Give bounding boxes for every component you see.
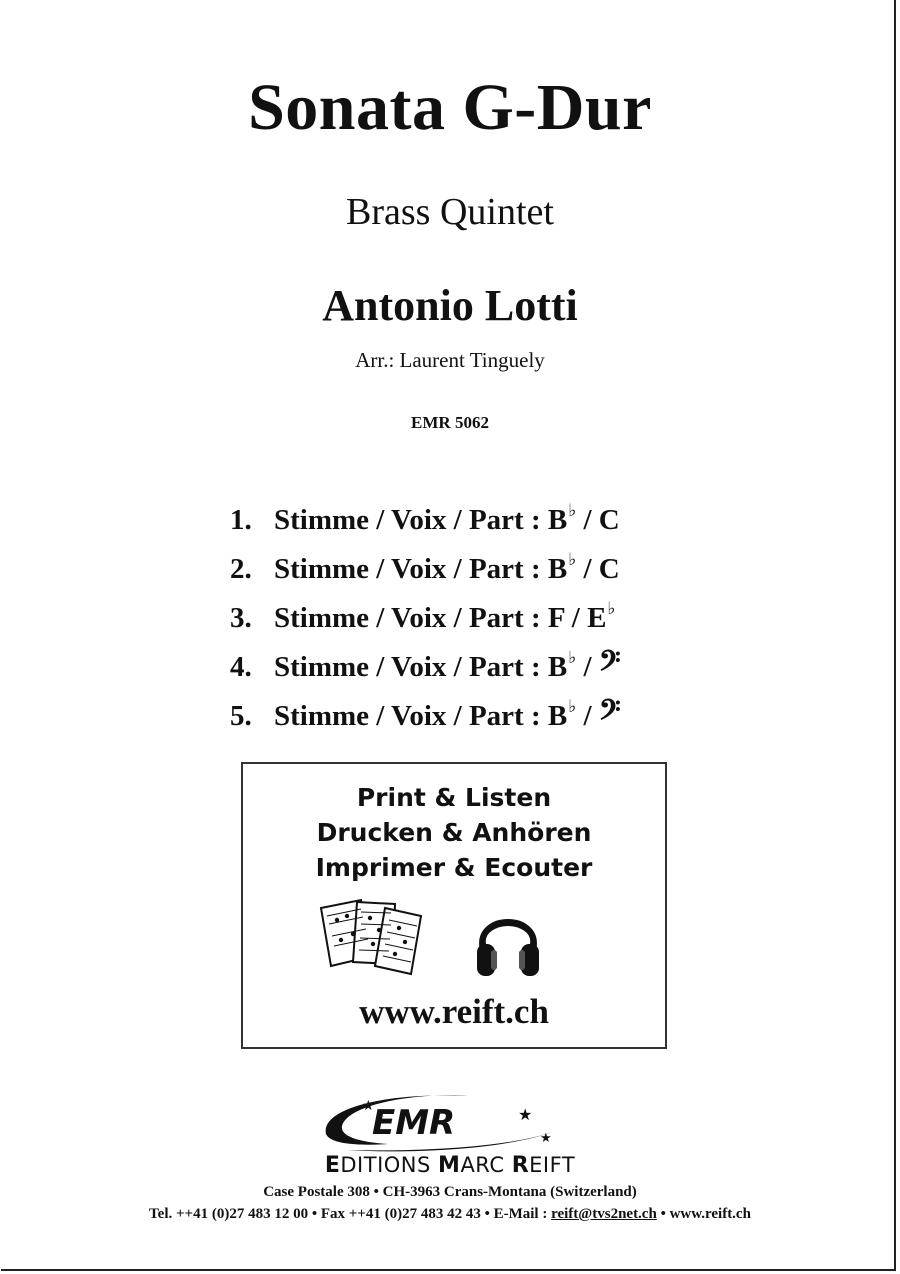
part-key: B bbox=[547, 504, 568, 536]
part-number: 1. bbox=[230, 504, 252, 536]
part-separator: / bbox=[576, 651, 599, 683]
svg-text:★: ★ bbox=[518, 1105, 533, 1124]
promo-icons bbox=[243, 894, 665, 989]
part-item bbox=[230, 635, 621, 684]
part-number: 2. bbox=[230, 553, 252, 585]
part-number: 3. bbox=[230, 602, 252, 634]
print-listen-box bbox=[241, 762, 667, 1049]
bass-clef-icon: 𝄢 bbox=[598, 694, 621, 734]
emr-logo bbox=[318, 1090, 578, 1154]
flat-sign: ♭ bbox=[568, 550, 577, 569]
flat-sign: ♭ bbox=[568, 648, 577, 667]
part-item bbox=[230, 586, 621, 635]
composer-name: Antonio Lotti bbox=[322, 281, 578, 330]
part-item bbox=[230, 537, 621, 586]
headphones-icon bbox=[471, 900, 545, 982]
contact-website[interactable]: • www.reift.ch bbox=[656, 1206, 751, 1222]
part-number: 4. bbox=[230, 651, 252, 683]
flat-sign: ♭ bbox=[607, 599, 616, 618]
part-key: B bbox=[547, 553, 568, 585]
flat-sign: ♭ bbox=[568, 501, 577, 520]
part-item bbox=[230, 488, 621, 537]
part-separator: / bbox=[564, 602, 588, 634]
part-label: Stimme / Voix / Part : bbox=[274, 602, 548, 634]
part-key-alt: C bbox=[598, 504, 620, 536]
promo-line-en: Print & Listen bbox=[356, 783, 552, 812]
part-label: Stimme / Voix / Part : bbox=[274, 553, 548, 585]
part-separator: / bbox=[576, 700, 599, 732]
promo-line-fr: Imprimer & Ecouter bbox=[315, 853, 593, 882]
part-number: 5. bbox=[230, 700, 252, 732]
email-link[interactable]: reift@tvs2net.ch bbox=[551, 1206, 657, 1222]
part-key: F bbox=[547, 602, 565, 634]
bass-clef-icon: 𝄢 bbox=[598, 645, 621, 685]
part-separator: / bbox=[576, 504, 599, 536]
sheet-music-icon bbox=[315, 894, 427, 978]
part-key: B bbox=[547, 651, 568, 683]
logo-text: EMR bbox=[372, 1103, 456, 1143]
publisher-address: Case Postale 308 • CH-3963 Crans-Montana (Switzerland) bbox=[263, 1184, 637, 1200]
part-item bbox=[230, 684, 621, 733]
svg-text:★: ★ bbox=[362, 1098, 375, 1114]
promo-line-de: Drucken & Anhören bbox=[316, 818, 592, 847]
part-label: Stimme / Voix / Part : bbox=[274, 651, 548, 683]
flat-sign: ♭ bbox=[568, 697, 577, 716]
arranger-credit: Arr.: Laurent Tinguely bbox=[355, 348, 545, 372]
publisher-name: EDITIONS MARC REIFT bbox=[324, 1153, 576, 1178]
part-key-alt: C bbox=[598, 553, 620, 585]
catalog-number: EMR 5062 bbox=[411, 413, 489, 432]
publisher-contact bbox=[0, 1206, 900, 1223]
part-label: Stimme / Voix / Part : bbox=[274, 700, 548, 732]
piece-title: Sonata G-Dur bbox=[248, 71, 652, 144]
contact-phone-fax: Tel. ++41 (0)27 483 12 00 • Fax ++41 (0)27 483 42 43 • E-Mail : bbox=[149, 1206, 552, 1222]
part-key-alt: E bbox=[587, 602, 607, 634]
part-separator: / bbox=[576, 553, 599, 585]
svg-text:★: ★ bbox=[540, 1131, 552, 1146]
part-label: Stimme / Voix / Part : bbox=[274, 504, 548, 536]
parts-list bbox=[230, 488, 621, 733]
ensemble-subtitle: Brass Quintet bbox=[346, 191, 554, 233]
promo-website[interactable]: www.reift.ch bbox=[359, 992, 549, 1031]
part-key: B bbox=[547, 700, 568, 732]
